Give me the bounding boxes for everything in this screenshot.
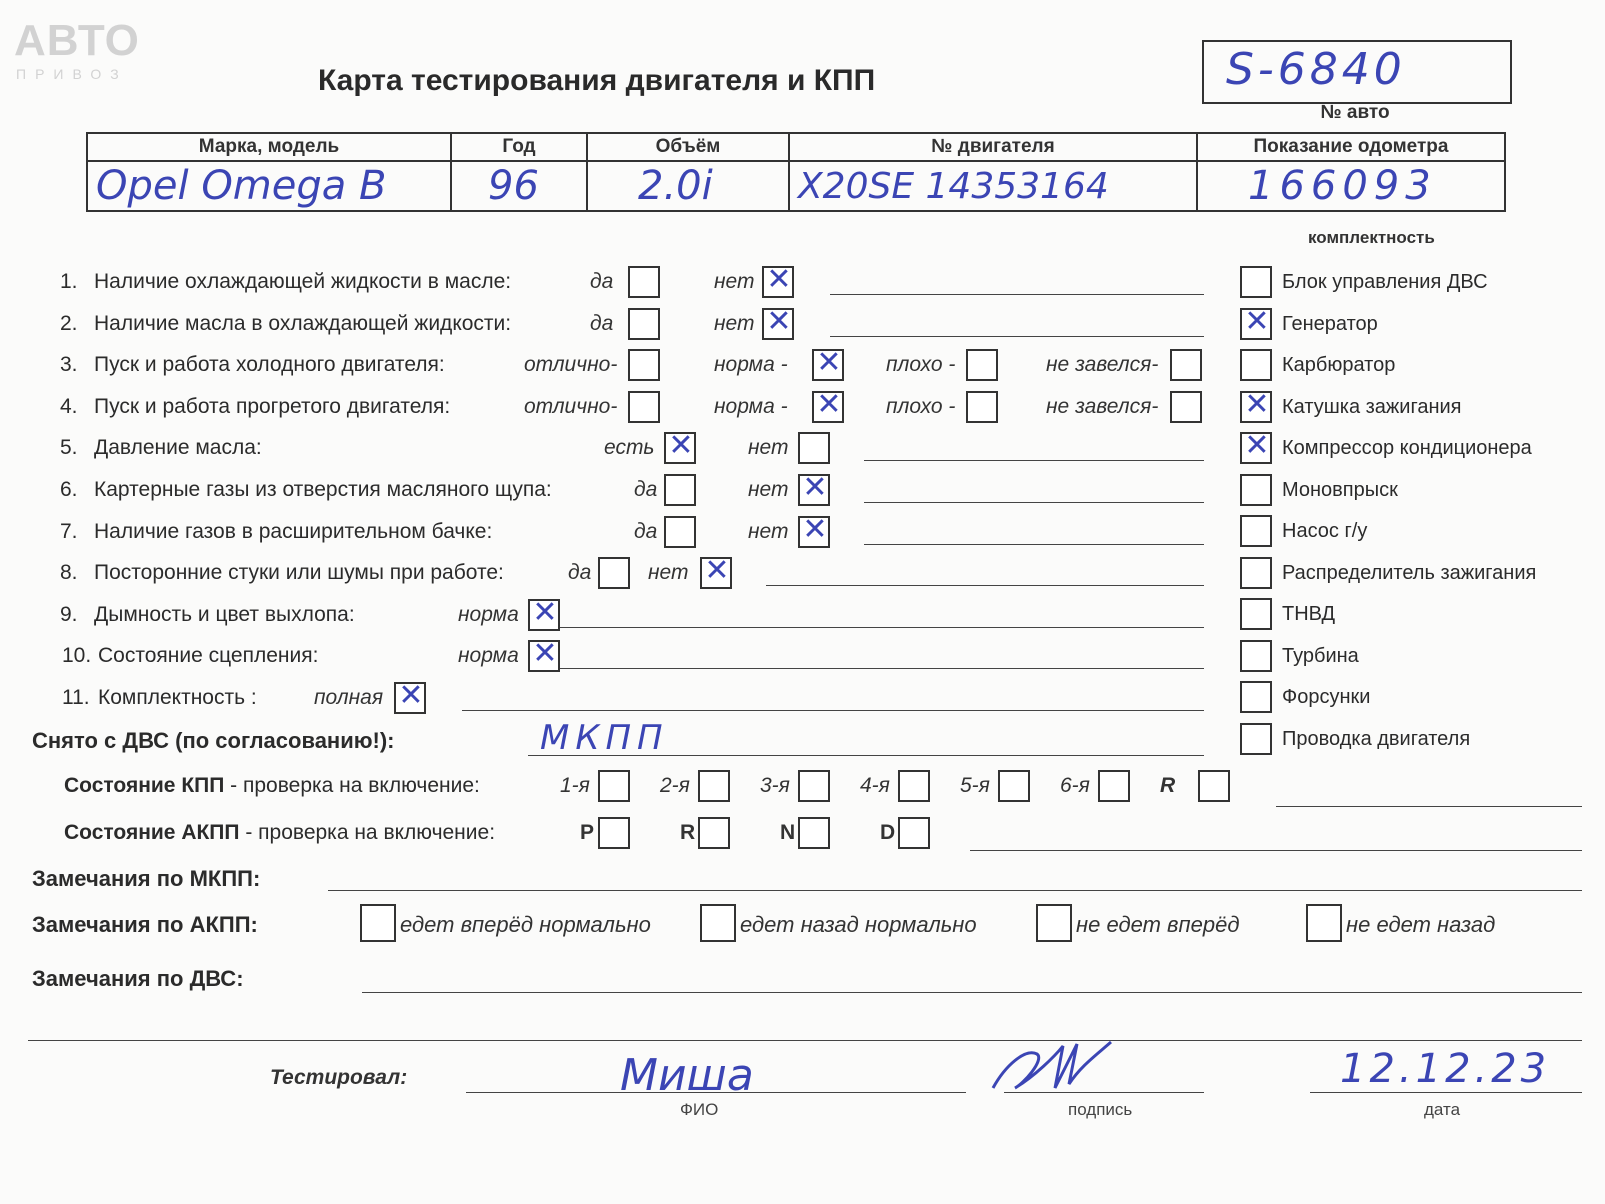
option-checkbox[interactable] (598, 557, 630, 589)
remarks-dvs-label: Замечания по ДВС: (32, 966, 244, 991)
option-label: плохо - (886, 353, 956, 377)
komplekt-label: Компрессор кондиционера (1282, 437, 1532, 459)
gear-checkbox[interactable] (798, 817, 830, 849)
check-mark-icon: ✕ (1244, 386, 1270, 422)
option-label: да (590, 270, 614, 293)
check-mark-icon: ✕ (816, 386, 842, 422)
gear-label: P (580, 821, 595, 844)
akpp-row (0, 817, 1605, 851)
tested-by-label: Тестировал: (270, 1066, 408, 1089)
remarks-dvs-line (362, 992, 1582, 993)
signature-image[interactable] (985, 1036, 1115, 1098)
notes-line (560, 668, 1204, 669)
komplekt-label: ТНВД (1282, 603, 1336, 625)
volume-value[interactable]: 2.0i (587, 161, 789, 211)
option-label: нет (714, 270, 755, 293)
option-label: нет (748, 478, 789, 501)
option-label: полная (314, 686, 384, 709)
option-checkbox[interactable] (798, 470, 830, 506)
check-number: 1. (60, 270, 78, 293)
remarks-mkpp-row (0, 862, 1605, 896)
gear-label: 1-я (560, 774, 590, 797)
option-checkbox[interactable] (798, 432, 830, 464)
col-header-engine-number: № двигателя (789, 133, 1197, 161)
check-row (0, 386, 1605, 425)
notes-line (864, 460, 1204, 461)
odometer-value[interactable]: 166093 (1197, 161, 1505, 211)
option-checkbox[interactable] (966, 349, 998, 381)
gear-checkbox[interactable] (698, 770, 730, 802)
akpp-remark-checkbox[interactable] (360, 904, 396, 942)
check-question: Картерные газы из отверстия масляного щупа: (94, 478, 552, 501)
check-mark-icon: ✕ (704, 553, 730, 589)
notes-line (766, 585, 1204, 586)
gear-label: 5-я (960, 774, 990, 797)
akpp-line (970, 850, 1582, 851)
option-label: отлично- (524, 394, 618, 418)
check-row (0, 553, 1605, 591)
remarks-akpp-label: Замечания по АКПП: (32, 912, 258, 937)
option-label: не завелся- (1046, 353, 1159, 377)
option-checkbox[interactable] (966, 391, 998, 423)
check-mark-icon: ✕ (802, 470, 828, 505)
komplekt-label: Турбина (1282, 644, 1359, 667)
removed-label: Снято с ДВС (по согласованию!): (32, 728, 395, 753)
check-number: 9. (60, 602, 78, 626)
option-label: да (568, 561, 592, 585)
option-label: норма - (714, 394, 788, 418)
remarks-mkpp-label: Замечания по МКПП: (32, 866, 261, 891)
option-checkbox[interactable] (528, 636, 560, 672)
check-number: 5. (60, 436, 78, 460)
komplekt-label: Генератор (1282, 312, 1378, 335)
check-mark-icon: ✕ (398, 678, 424, 713)
check-row (0, 303, 1605, 342)
check-number: 3. (60, 353, 78, 377)
akpp-label: Состояние АКПП - проверка на включение: (64, 821, 496, 844)
check-question: Посторонние стуки или шумы при работе: (94, 561, 504, 585)
date-line (1310, 1092, 1582, 1093)
gear-label: D (880, 821, 896, 844)
check-row (0, 594, 1605, 633)
gear-checkbox[interactable] (698, 817, 730, 849)
name-caption: ФИО (680, 1100, 719, 1119)
car-number-value[interactable]: S-6840 (1226, 44, 1406, 95)
option-label: да (590, 311, 614, 335)
col-header-model: Марка, модель (87, 133, 451, 161)
check-question: Наличие охлаждающей жидкости в масле: (94, 270, 512, 293)
check-mark-icon: ✕ (1244, 428, 1270, 463)
option-label: да (634, 519, 658, 543)
check-row (0, 636, 1605, 674)
model-value[interactable]: Opel Omega B (87, 161, 451, 211)
komplekt-label: Распределитель зажигания (1282, 561, 1537, 584)
option-checkbox[interactable] (1170, 349, 1202, 381)
check-question: Пуск и работа прогретого двигателя: (94, 394, 451, 418)
check-mark-icon: ✕ (532, 636, 558, 672)
notes-line (830, 294, 1204, 295)
check-question: Дымность и цвет выхлопа: (94, 602, 355, 626)
option-label: да (634, 478, 658, 501)
option-checkbox[interactable] (394, 678, 426, 714)
check-mark-icon: ✕ (816, 345, 842, 381)
gear-checkbox[interactable] (1198, 770, 1230, 802)
check-row (0, 470, 1605, 508)
option-label: нет (748, 436, 789, 460)
gear-label: 4-я (860, 774, 890, 797)
option-label: нет (648, 561, 689, 585)
check-question: Наличие газов в расширительном бачке: (94, 519, 493, 543)
option-checkbox[interactable] (700, 553, 732, 589)
komplekt-label: Моновпрыск (1282, 478, 1398, 501)
check-mark-icon: ✕ (766, 262, 792, 297)
option-label: не завелся- (1046, 394, 1159, 418)
notes-line (864, 544, 1204, 545)
check-row (0, 345, 1605, 383)
check-row (0, 262, 1605, 300)
option-label: норма - (714, 353, 788, 377)
komplekt-label: Карбюратор (1282, 354, 1396, 376)
akpp-remark-label: едет назад нормально (740, 912, 977, 937)
check-number: 7. (60, 519, 78, 543)
page-title: Карта тестирования двигателя и КПП (318, 64, 876, 97)
gear-checkbox[interactable] (598, 770, 630, 802)
remarks-mkpp-line (328, 890, 1582, 891)
akpp-remark-label: едет вперёд нормально (400, 912, 651, 937)
check-number: 8. (60, 561, 78, 585)
kpp-label: Состояние КПП - проверка на включение: (64, 774, 480, 797)
check-number: 2. (60, 311, 78, 335)
option-checkbox[interactable] (528, 594, 560, 631)
option-checkbox[interactable] (762, 303, 794, 340)
option-checkbox[interactable] (664, 474, 696, 506)
check-row (0, 678, 1605, 716)
option-label: отлично- (524, 353, 618, 377)
gear-checkbox[interactable] (598, 817, 630, 849)
option-checkbox[interactable] (628, 391, 660, 423)
komplekt-label: Блок управления ДВС (1282, 271, 1488, 293)
check-mark-icon: ✕ (766, 303, 792, 339)
remarks-extra-line (28, 1040, 1582, 1041)
check-question: Наличие масла в охлаждающей жидкости: (94, 311, 512, 335)
date-value[interactable]: 12.12.23 (1340, 1046, 1551, 1092)
remarks-akpp-row (0, 908, 1605, 942)
check-row (0, 428, 1605, 466)
akpp-remark-label: не едет назад (1346, 912, 1496, 937)
check-row (0, 511, 1605, 550)
akpp-remark-checkbox[interactable] (700, 904, 736, 942)
logo: АВТО (14, 16, 140, 65)
komplekt-label: Форсунки (1282, 686, 1371, 708)
check-mark-icon: ✕ (532, 594, 558, 630)
option-checkbox[interactable] (812, 386, 844, 423)
removed-row (0, 718, 1605, 758)
akpp-remark-checkbox[interactable] (1306, 904, 1342, 942)
option-checkbox[interactable] (664, 516, 696, 548)
car-number-label: № авто (1320, 102, 1390, 123)
gear-checkbox[interactable] (1098, 770, 1130, 802)
check-number: 4. (60, 394, 78, 418)
gear-checkbox[interactable] (898, 770, 930, 802)
check-number: 11. (62, 686, 90, 709)
notes-line (560, 627, 1204, 628)
gear-label: 3-я (760, 774, 790, 797)
date-caption: дата (1424, 1100, 1461, 1119)
notes-line (830, 336, 1204, 337)
gear-checkbox[interactable] (898, 817, 930, 849)
gear-label: N (780, 821, 796, 844)
notes-line (462, 710, 1204, 711)
option-checkbox[interactable] (762, 262, 794, 298)
option-label: нет (714, 311, 755, 335)
gear-label: 6-я (1060, 774, 1090, 797)
col-header-odometer: Показание одометра (1197, 133, 1505, 161)
signature-caption: подпись (1068, 1100, 1133, 1119)
option-checkbox[interactable] (628, 349, 660, 381)
check-question: Состояние сцепления: (98, 644, 319, 668)
gear-label: 2-я (660, 774, 690, 797)
akpp-remark-label: не едет вперёд (1076, 912, 1240, 937)
check-mark-icon: ✕ (1244, 303, 1270, 339)
year-value[interactable]: 96 (451, 161, 587, 211)
gear-checkbox[interactable] (998, 770, 1030, 802)
kpp-line (1276, 806, 1582, 807)
check-question: Пуск и работа холодного двигателя: (94, 353, 445, 377)
check-mark-icon: ✕ (802, 511, 828, 547)
option-checkbox[interactable] (798, 511, 830, 548)
option-checkbox[interactable] (628, 266, 660, 298)
col-header-volume: Объём (587, 133, 789, 161)
gear-label: R (680, 821, 696, 844)
check-number: 10. (62, 644, 92, 668)
option-label: плохо - (886, 394, 956, 418)
check-mark-icon: ✕ (668, 428, 694, 464)
komplekt-label: Насос г/у (1282, 520, 1368, 542)
option-checkbox[interactable] (1170, 391, 1202, 423)
option-checkbox[interactable] (628, 308, 660, 340)
check-question: Комплектность : (98, 686, 257, 709)
engine-number-value[interactable]: X20SE 14353164 (789, 161, 1197, 211)
check-question: Давление масла: (94, 436, 262, 460)
akpp-remark-checkbox[interactable] (1036, 904, 1072, 942)
logo-subtitle: ПРИВОЗ (16, 66, 128, 82)
vehicle-table (86, 132, 1506, 212)
option-label: норма (458, 602, 519, 626)
option-checkbox[interactable] (812, 345, 844, 381)
gear-checkbox[interactable] (798, 770, 830, 802)
komplekt-label: Проводка двигателя (1282, 727, 1471, 750)
gear-label: R (1160, 774, 1176, 797)
check-number: 6. (60, 478, 78, 501)
removed-value[interactable]: МКПП (540, 718, 669, 758)
option-label: есть (604, 436, 655, 460)
option-checkbox[interactable] (664, 428, 696, 464)
notes-line (864, 502, 1204, 503)
col-header-year: Год (451, 133, 587, 161)
tester-name[interactable]: Миша (620, 1050, 754, 1101)
komplekt-title: комплектность (1308, 228, 1435, 247)
option-label: норма (458, 644, 519, 668)
removed-line (528, 755, 1204, 756)
kpp-row (0, 770, 1605, 804)
remarks-dvs-row (0, 962, 1605, 996)
komplekt-label: Катушка зажигания (1282, 395, 1462, 418)
option-label: нет (748, 519, 789, 543)
